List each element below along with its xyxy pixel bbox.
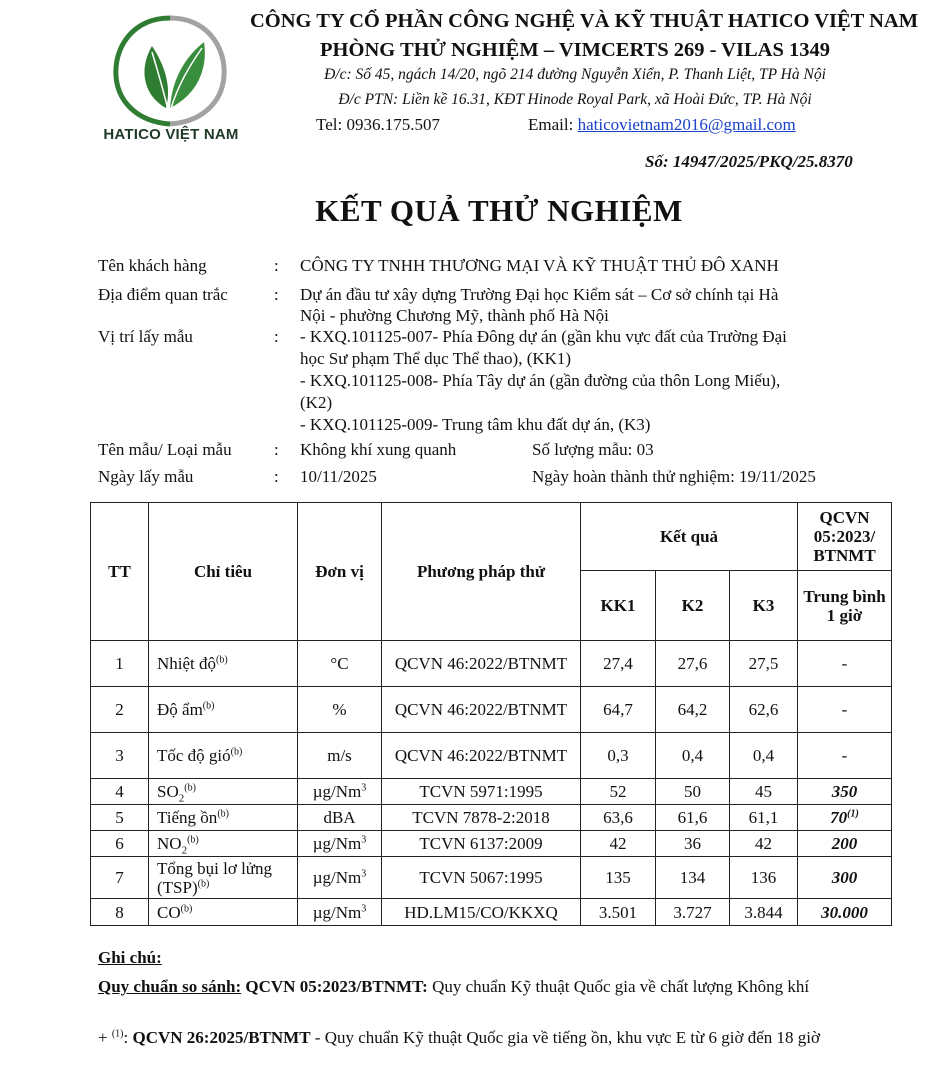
std-text: - [841,700,848,719]
unit-text: % [332,700,347,719]
note-std-code: QCVN 05:2023/BTNMT: [241,977,428,996]
param-note: (b) [180,902,193,914]
colon: : [274,327,279,346]
location-label: Địa điểm quan trắc [98,285,228,304]
param-note: (b) [216,654,228,666]
position-line-1: - KXQ.101125-007- Phía Đông dự án (gần khu vực đất của Trường Đại [300,327,787,346]
date-value: 10/11/2025 [300,467,377,486]
cell-param [149,779,298,805]
cell-k3: 3.844 [730,899,798,926]
std-text: 350 [831,782,858,801]
cell-standard [798,687,892,733]
sample-label: Tên mẫu/ Loại mẫu [98,440,232,459]
cell-method: TCVN 6137:2009 [382,831,581,857]
cell-unit [298,779,382,805]
table-row [91,831,892,857]
colon: : [274,440,279,459]
company-name: CÔNG TY CỔ PHẦN CÔNG NGHỆ VÀ KỸ THUẬT HATICO VIỆT NAM [250,10,919,32]
unit-text: µg/Nm [312,868,362,887]
col-header-method: Phương pháp thử [382,503,581,641]
note-noise-text: - Quy chuẩn Kỹ thuật Quốc gia về tiếng ồn, khu vực E từ 6 giờ đến 18 giờ [310,1028,821,1047]
cell-unit [298,687,382,733]
customer-label: Tên khách hàng [98,256,207,275]
param-name: Tốc độ gió [157,746,231,765]
std-text: 200 [831,834,858,853]
cell-k2: 0,4 [656,733,730,779]
cell-k2: 27,6 [656,641,730,687]
cell-method: QCVN 46:2022/BTNMT [382,641,581,687]
email-label: Email: [528,115,578,134]
cell-param [149,899,298,926]
location-line-1: Dự án đầu tư xây dựng Trường Đại học Kiểm sát – Cơ sở chính tại Hà [300,285,779,304]
param-name: SO [157,782,179,801]
leaf-logo-icon [106,12,234,130]
lab-name: PHÒNG THỬ NGHIỆM – VIMCERTS 269 - VILAS 1349 [320,39,830,61]
cell-standard [798,857,892,899]
std-text: 70 [830,808,848,827]
cell-k3: 27,5 [730,641,798,687]
email-line [528,115,796,135]
cell-param [149,641,298,687]
std-text: 30.000 [821,902,868,922]
note-colon: : [123,1028,133,1047]
unit-text: m/s [327,746,352,765]
table-row [91,687,892,733]
std-note: (1) [847,808,859,820]
company-logo [106,12,234,144]
cell-k2: 134 [656,857,730,899]
cell-param [149,857,298,899]
position-line-4: (K2) [300,393,333,412]
cell-unit [298,857,382,899]
cell-k2: 3.727 [656,899,730,926]
position-line-2: học Sư phạm Thể dục Thể thao), (KK1) [300,349,572,368]
note-standard [98,975,898,999]
logo-text: HATICO VIỆT NAM [103,126,239,143]
param-note: (b) [187,834,199,846]
col-header-tt: TT [91,503,149,641]
cell-standard [798,733,892,779]
cell-k2: 61,6 [656,805,730,831]
cell-method: TCVN 7878-2:2018 [382,805,581,831]
cell-tt: 3 [91,733,149,779]
param-name: NO [157,834,182,853]
param-name: Độ ẩm [157,700,203,719]
param-subscript: 2 [178,792,185,805]
note-prefix: + [98,1028,112,1047]
cell-kk1: 52 [581,779,656,805]
cell-k3: 62,6 [730,687,798,733]
cell-standard [798,641,892,687]
cell-k3: 61,1 [730,805,798,831]
unit-superscript: 3 [361,902,367,914]
table-row [91,899,892,926]
cell-kk1: 42 [581,831,656,857]
location-line-2: Nội - phường Chương Mỹ, thành phố Hà Nội [300,306,609,325]
colon: : [274,256,279,275]
param-note: (b) [202,700,215,712]
unit-text: dBA [323,808,356,827]
param-name: CO [157,902,181,922]
col-header-kk1: KK1 [581,571,656,641]
page-title: KẾT QUẢ THỬ NGHIỆM [315,193,683,228]
param-note: (b) [184,782,196,794]
cell-kk1: 0,3 [581,733,656,779]
sample-value: Không khí xung quanh [300,440,457,459]
cell-tt: 4 [91,779,149,805]
cell-unit [298,899,382,926]
unit-superscript: 3 [361,782,367,794]
cell-tt: 2 [91,687,149,733]
date-label: Ngày lấy mẫu [98,467,194,486]
col-header-k2: K2 [656,571,730,641]
unit-superscript: 3 [361,834,367,846]
cell-standard [798,899,892,926]
cell-standard [798,805,892,831]
note-noise-code: QCVN 26:2025/BTNMT [132,1028,311,1047]
sample-count: Số lượng mẫu: 03 [532,440,654,459]
col-header-unit: Đơn vị [298,503,382,641]
cell-kk1: 64,7 [581,687,656,733]
cell-tt: 1 [91,641,149,687]
cell-param [149,687,298,733]
cell-param [149,733,298,779]
param-note: (b) [230,746,243,758]
cell-kk1: 63,6 [581,805,656,831]
cell-unit [298,641,382,687]
std-text: - [841,654,848,673]
unit-text: °C [330,654,349,673]
unit-text: µg/Nm [312,834,362,853]
cell-kk1: 135 [581,857,656,899]
email-link[interactable]: haticovietnam2016@gmail.com [577,115,796,134]
cell-k3: 136 [730,857,798,899]
note-sup: (1) [111,1028,124,1040]
note-noise [98,1026,898,1050]
telephone: Tel: 0936.175.507 [316,115,440,134]
cell-k3: 45 [730,779,798,805]
cell-method: QCVN 46:2022/BTNMT [382,687,581,733]
table-row [91,641,892,687]
cell-unit [298,805,382,831]
cell-param [149,805,298,831]
cell-k2: 50 [656,779,730,805]
note-std-text: Quy chuẩn Kỹ thuật Quốc gia về chất lượng Không khí [427,977,810,996]
col-header-result: Kết quả [581,503,798,571]
cell-method: HD.LM15/CO/KKXQ [382,899,581,926]
cell-standard [798,831,892,857]
cell-unit [298,831,382,857]
position-line-3: - KXQ.101125-008- Phía Tây dự án (gần đường của thôn Long Miếu), [300,371,781,390]
param-note: (b) [197,877,210,889]
table-row [91,779,892,805]
unit-superscript: 3 [361,868,367,880]
cell-k3: 0,4 [730,733,798,779]
colon: : [274,467,279,486]
param-note: (b) [217,808,229,820]
cell-kk1: 27,4 [581,641,656,687]
cell-tt: 5 [91,805,149,831]
param-name: Nhiệt độ [157,654,217,673]
cell-param [149,831,298,857]
document-number: Số: 14947/2025/PKQ/25.8370 [645,152,853,171]
col-header-standard: QCVN 05:2023/ BTNMT [798,503,892,571]
position-label: Vị trí lấy mẫu [98,327,193,346]
lab-address: Đ/c PTN: Liền kề 16.31, KĐT Hinode Royal Park, xã Hoài Đức, TP. Hà Nội [338,91,812,108]
col-header-avg: Trung bình 1 giờ [798,571,892,641]
cell-standard [798,779,892,805]
unit-text: µg/Nm [312,782,362,801]
cell-tt: 6 [91,831,149,857]
std-text: - [841,746,848,765]
cell-k2: 36 [656,831,730,857]
unit-text: µg/Nm [312,902,362,922]
cell-k3: 42 [730,831,798,857]
param-subscript: 2 [181,844,188,857]
cell-method: TCVN 5971:1995 [382,779,581,805]
cell-method: QCVN 46:2022/BTNMT [382,733,581,779]
cell-method: TCVN 5067:1995 [382,857,581,899]
note-label: Quy chuẩn so sánh: [98,977,242,996]
col-header-param: Chỉ tiêu [149,503,298,641]
cell-tt: 8 [91,899,149,926]
position-line-5: - KXQ.101125-009- Trung tâm khu đất dự án, (K3) [300,415,651,434]
completion-date: Ngày hoàn thành thử nghiệm: 19/11/2025 [532,467,816,486]
results-table [90,502,892,926]
std-text: 300 [831,868,858,887]
col-header-k3: K3 [730,571,798,641]
table-row [91,733,892,779]
colon: : [274,285,279,304]
param-name: Tổng bụi lơ lửng (TSP) [157,858,273,897]
param-name: Tiếng ồn [157,808,218,827]
cell-unit [298,733,382,779]
header-row [91,503,892,571]
customer-value: CÔNG TY TNHH THƯƠNG MẠI VÀ KỸ THUẬT THỦ ĐÔ XANH [300,256,779,275]
table-row [91,857,892,899]
cell-tt: 7 [91,857,149,899]
cell-kk1: 3.501 [581,899,656,926]
notes-heading: Ghi chú: [98,948,162,967]
cell-k2: 64,2 [656,687,730,733]
company-address: Đ/c: Số 45, ngách 14/20, ngõ 214 đường Nguyễn Xiển, P. Thanh Liệt, TP Hà Nội [324,66,826,83]
table-row [91,805,892,831]
